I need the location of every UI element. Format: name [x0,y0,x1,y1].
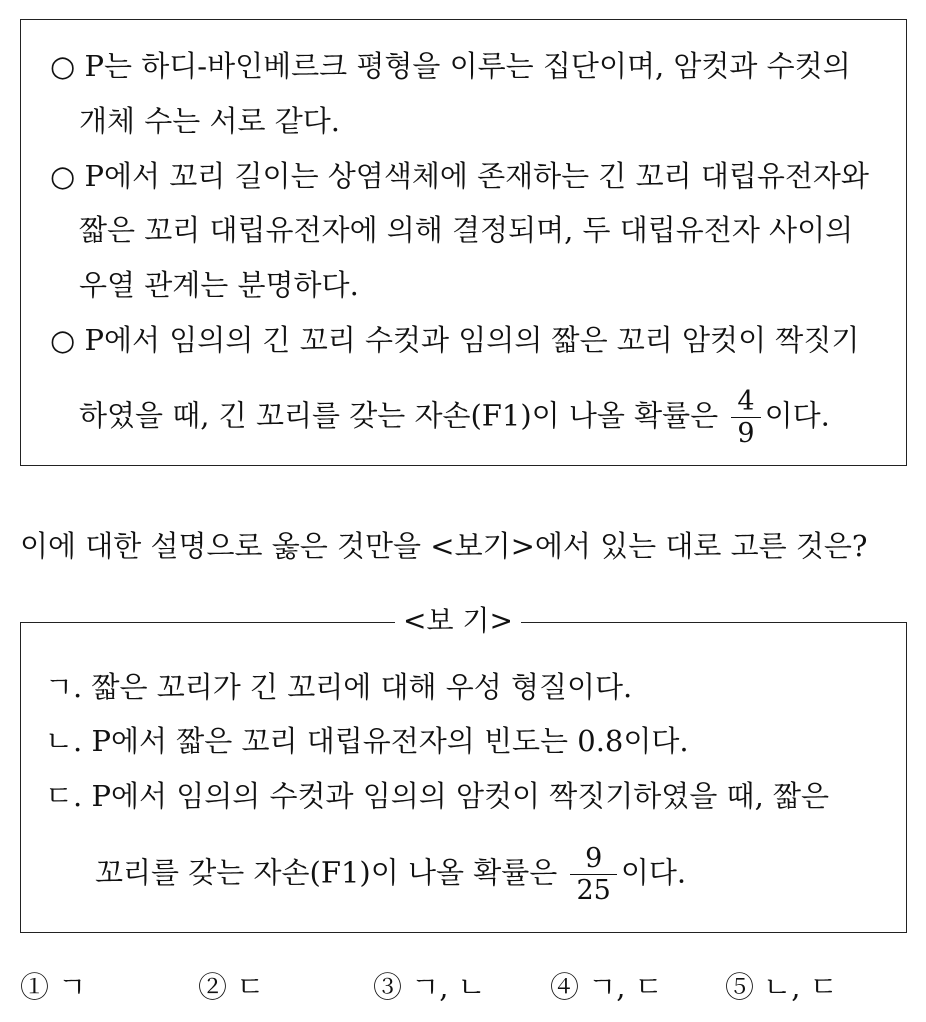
choice-number: ② [198,970,228,1004]
choice-number: ③ [373,970,403,1004]
choice-text: ㄱ [58,970,87,1004]
bogi-item-3-text-before: 꼬리를 갖는 자손(F1)이 나올 확률은 [95,855,558,890]
bogi-item-label: ㄷ. [45,779,83,813]
choice-number: ① [20,970,50,1004]
bogi-item-label: ㄴ. [45,724,83,758]
question-text: 이에 대한 설명으로 옳은 것만을 <보기>에서 있는 대로 고른 것은? [20,529,868,563]
fraction-9-25 [570,845,616,904]
choice-3[interactable] [373,967,486,1007]
choice-number: ④ [550,970,580,1004]
bullet-3: ○ [50,323,76,357]
condition-2-line-1 [50,158,869,194]
bogi-title: <보 기> [395,603,521,639]
fraction-denominator: 25 [576,875,611,906]
fraction-numerator: 9 [570,845,616,875]
bogi-item-text: 짧은 꼬리가 긴 꼬리에 대해 우성 형질이다. [91,670,633,704]
condition-2-line-2: 짧은 꼬리 대립유전자에 의해 결정되며, 두 대립유전자 사이의 [79,213,854,247]
bogi-item-3-text-after: 이다. [620,855,687,890]
condition-3-line-2 [79,388,830,447]
choice-text: ㄴ, ㄷ [763,970,838,1004]
choice-number: ⑤ [725,970,755,1004]
bullet-1: ○ [50,49,76,83]
bogi-item-3-line-2 [95,845,686,904]
choice-2[interactable] [198,967,264,1007]
condition-3-text-before: 하였을 때, 긴 꼬리를 갖는 자손(F1)이 나올 확률은 [79,398,719,433]
condition-2-text-1: P에서 꼬리 길이는 상염색체에 존재하는 긴 꼬리 대립유전자와 [84,159,869,193]
bogi-item-3 [45,778,829,814]
bogi-item-1 [45,669,632,705]
condition-1-line-2: 개체 수는 서로 같다. [79,104,340,138]
fraction-denominator: 9 [737,418,755,449]
condition-1-text-1: P는 하디-바인베르크 평형을 이루는 집단이며, 암컷과 수컷의 [84,49,851,83]
bogi-item-text: P에서 짧은 꼬리 대립유전자의 빈도는 0.8이다. [91,724,689,758]
condition-2-line-3: 우열 관계는 분명하다. [79,268,359,302]
choice-text: ㄱ, ㄷ [588,970,663,1004]
condition-3-text-1: P에서 임의의 긴 꼬리 수컷과 임의의 짧은 꼬리 암컷이 짝짓기 [84,323,860,357]
bogi-item-label: ㄱ. [45,670,83,704]
bogi-item-2 [45,723,689,759]
condition-1-line-1 [50,48,851,84]
fraction-numerator: 4 [731,388,760,418]
bogi-item-text: P에서 임의의 수컷과 임의의 암컷이 짝짓기하였을 때, 짧은 [91,779,830,813]
choice-text: ㄱ, ㄴ [411,970,486,1004]
condition-3-line-1 [50,322,859,358]
choice-4[interactable] [550,967,663,1007]
choice-5[interactable] [725,967,838,1007]
fraction-4-9 [731,388,760,447]
condition-3-text-after: 이다. [764,398,830,433]
choice-text: ㄷ [236,970,265,1004]
bullet-2: ○ [50,159,76,193]
choice-1[interactable] [20,967,86,1007]
